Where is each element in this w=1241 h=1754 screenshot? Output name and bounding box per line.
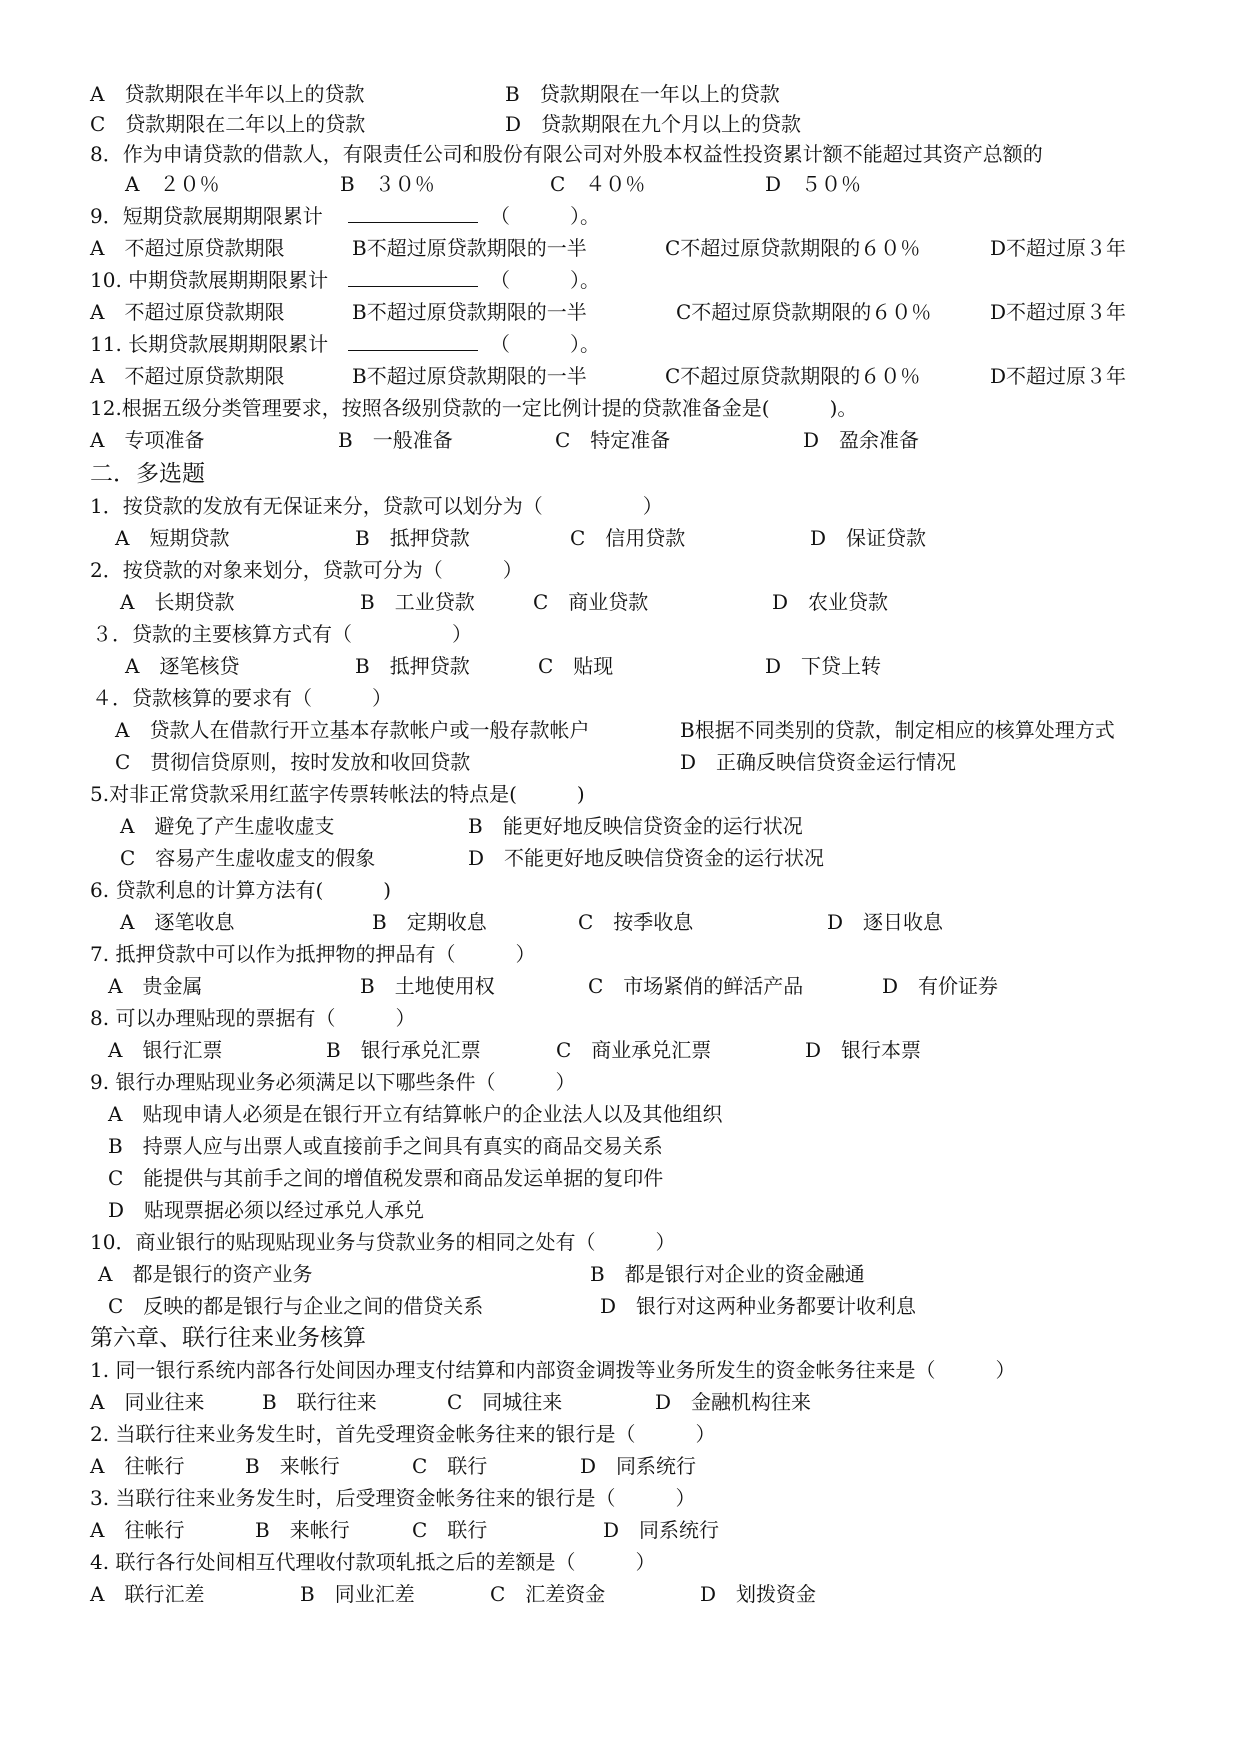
option-c: C 汇差资金 [490,1582,606,1606]
option-a: A 避免了产生虚收虚支 [120,814,335,838]
option-b: B 贷款期限在一年以上的贷款 [505,82,780,106]
option-b: B 银行承兑汇票 [326,1038,481,1062]
option-a: A 联行汇差 [90,1582,205,1606]
question-text: ４．贷款核算的要求有（ ） [92,686,392,710]
question-text: 8. 可以办理贴现的票据有（ ） [90,1006,416,1030]
option-c: C 信用贷款 [570,526,686,550]
question-text: 2. 当联行往来业务发生时，首先受理资金帐务往来的银行是（ ） [90,1422,716,1446]
question-text: 9. 银行办理贴现业务必须满足以下哪些条件（ ） [90,1070,576,1094]
question-paren: （ ）。 [490,268,600,292]
question-text: 6. 贷款利息的计算方法有( ) [90,878,392,902]
option-d: D 保证贷款 [810,526,927,550]
option-c: C 按季收息 [578,910,694,934]
option-a: A 往帐行 [90,1454,185,1478]
option-c: C 同城往来 [447,1390,563,1414]
option-b: B 来帐行 [245,1454,340,1478]
option-c: C 商业贷款 [533,590,649,614]
option-c: C 贴现 [538,654,614,678]
option-d: D 农业贷款 [772,590,889,614]
option-d: D 金融机构往来 [655,1390,812,1414]
option-a: A 往帐行 [90,1518,185,1542]
option-a: A 不超过原贷款期限 [90,300,285,324]
option-c: C ４０％ [550,172,646,196]
option-a: A 专项准备 [90,428,205,452]
question-paren: （ ）。 [490,204,600,228]
question-text: 10．商业银行的贴现贴现业务与贷款业务的相同之处有（ ） [90,1230,676,1254]
option-a: A 长期贷款 [120,590,235,614]
option-b: B 土地使用权 [360,974,495,998]
option-d: D不超过原３年 [990,236,1127,260]
option-d: D 不能更好地反映信贷资金的运行状况 [468,846,825,870]
option-d: D 银行本票 [805,1038,922,1062]
answer-blank [348,264,492,296]
question-text: 4. 联行各行处间相互代理收付款项轧抵之后的差额是（ ） [90,1550,656,1574]
question-text: 1．按贷款的发放有无保证来分，贷款可以划分为（ ） [90,494,663,518]
option-c: C不超过原贷款期限的６０％ [665,236,921,260]
answer-blank [348,328,492,360]
question-text: 9．短期贷款展期期限累计 [90,204,323,228]
question-text: 11. 长期贷款展期期限累计 [90,332,329,356]
option-b: B 抵押贷款 [355,526,470,550]
option-b: B 一般准备 [338,428,453,452]
question-text: 8．作为申请贷款的借款人，有限责任公司和股份有限公司对外股本权益性投资累计额不能超过其资产总额的 [90,142,1043,166]
option-b: B根据不同类别的贷款，制定相应的核算处理方式 [680,718,1115,742]
option-b: B 能更好地反映信贷资金的运行状况 [468,814,803,838]
option-c: C 联行 [412,1454,488,1478]
option-b: B 同业汇差 [300,1582,415,1606]
option-d: D 贷款期限在九个月以上的贷款 [505,112,802,136]
option-c: C 市场紧俏的鲜活产品 [588,974,804,998]
option-a: A 不超过原贷款期限 [90,364,285,388]
option-c: C 联行 [412,1518,488,1542]
question-text: 3. 当联行往来业务发生时，后受理资金帐务往来的银行是（ ） [90,1486,696,1510]
option-b: B不超过原贷款期限的一半 [352,236,587,260]
option-a: A 贴现申请人必须是在银行开立有结算帐户的企业法人以及其他组织 [108,1102,723,1126]
option-d: D ５０％ [765,172,862,196]
option-b: B 来帐行 [255,1518,350,1542]
option-b: B不超过原贷款期限的一半 [352,364,587,388]
option-c: C 能提供与其前手之间的增值税发票和商品发运单据的复印件 [108,1166,664,1190]
option-a: A 都是银行的资产业务 [98,1262,313,1286]
option-d: D 盈余准备 [803,428,920,452]
option-a: A 逐笔核贷 [125,654,240,678]
option-b: B不超过原贷款期限的一半 [352,300,587,324]
option-c: C 特定准备 [555,428,671,452]
section-heading: 二．多选题 [90,461,205,487]
option-a: A 短期贷款 [115,526,230,550]
question-text: 2．按贷款的对象来划分，贷款可分为（ ） [90,558,523,582]
option-d: D 逐日收息 [827,910,944,934]
question-paren: （ ）。 [490,332,600,356]
option-d: D 下贷上转 [765,654,882,678]
option-a: A 贷款人在借款行开立基本存款帐户或一般存款帐户 [115,718,590,742]
option-d: D 划拨资金 [700,1582,817,1606]
answer-blank [348,200,492,232]
option-d: D不超过原３年 [990,300,1127,324]
option-c: C 反映的都是银行与企业之间的借贷关系 [108,1294,484,1318]
option-a: A 银行汇票 [108,1038,223,1062]
option-d: D 银行对这两种业务都要计收利息 [600,1294,917,1318]
question-text: 1. 同一银行系统内部各行处间因办理支付结算和内部资金调拨等业务所发生的资金帐务往来是（ ） [90,1358,1016,1382]
question-text: 7. 抵押贷款中可以作为抵押物的押品有（ ） [90,942,536,966]
section-heading: 第六章、联行往来业务核算 [90,1325,366,1351]
option-d: D 同系统行 [603,1518,720,1542]
option-a: A ２０％ [125,172,220,196]
option-d: D不超过原３年 [990,364,1127,388]
question-text: 10. 中期贷款展期期限累计 [90,268,329,292]
option-a: A 贷款期限在半年以上的贷款 [90,82,365,106]
option-b: B 抵押贷款 [355,654,470,678]
option-b: B 联行往来 [262,1390,377,1414]
question-text: ３．贷款的主要核算方式有（ ） [92,622,472,646]
option-d: D 同系统行 [580,1454,697,1478]
question-text: 5.对非正常贷款采用红蓝字传票转帐法的特点是( ) [90,782,585,806]
option-c: C 贯彻信贷原则，按时发放和收回贷款 [115,750,471,774]
option-b: B 持票人应与出票人或直接前手之间具有真实的商品交易关系 [108,1134,663,1158]
option-c: C不超过原贷款期限的６０％ [665,364,921,388]
option-b: B 工业贷款 [360,590,475,614]
option-b: B ３０％ [340,172,435,196]
option-d: D 有价证券 [882,974,999,998]
option-c: C 贷款期限在二年以上的贷款 [90,112,366,136]
option-a: A 逐笔收息 [120,910,235,934]
option-b: B 都是银行对企业的资金融通 [590,1262,865,1286]
option-a: A 不超过原贷款期限 [90,236,285,260]
option-b: B 定期收息 [372,910,487,934]
option-a: A 同业往来 [90,1390,205,1414]
option-c: C不超过原贷款期限的６０％ [676,300,932,324]
option-c: C 容易产生虚收虚支的假象 [120,846,376,870]
question-text: 12.根据五级分类管理要求，按照各级别贷款的一定比例计提的贷款准备金是( )。 [90,396,858,420]
option-c: C 商业承兑汇票 [556,1038,712,1062]
option-d: D 正确反映信贷资金运行情况 [680,750,957,774]
option-a: A 贵金属 [108,974,203,998]
option-d: D 贴现票据必须以经过承兑人承兑 [108,1198,425,1222]
